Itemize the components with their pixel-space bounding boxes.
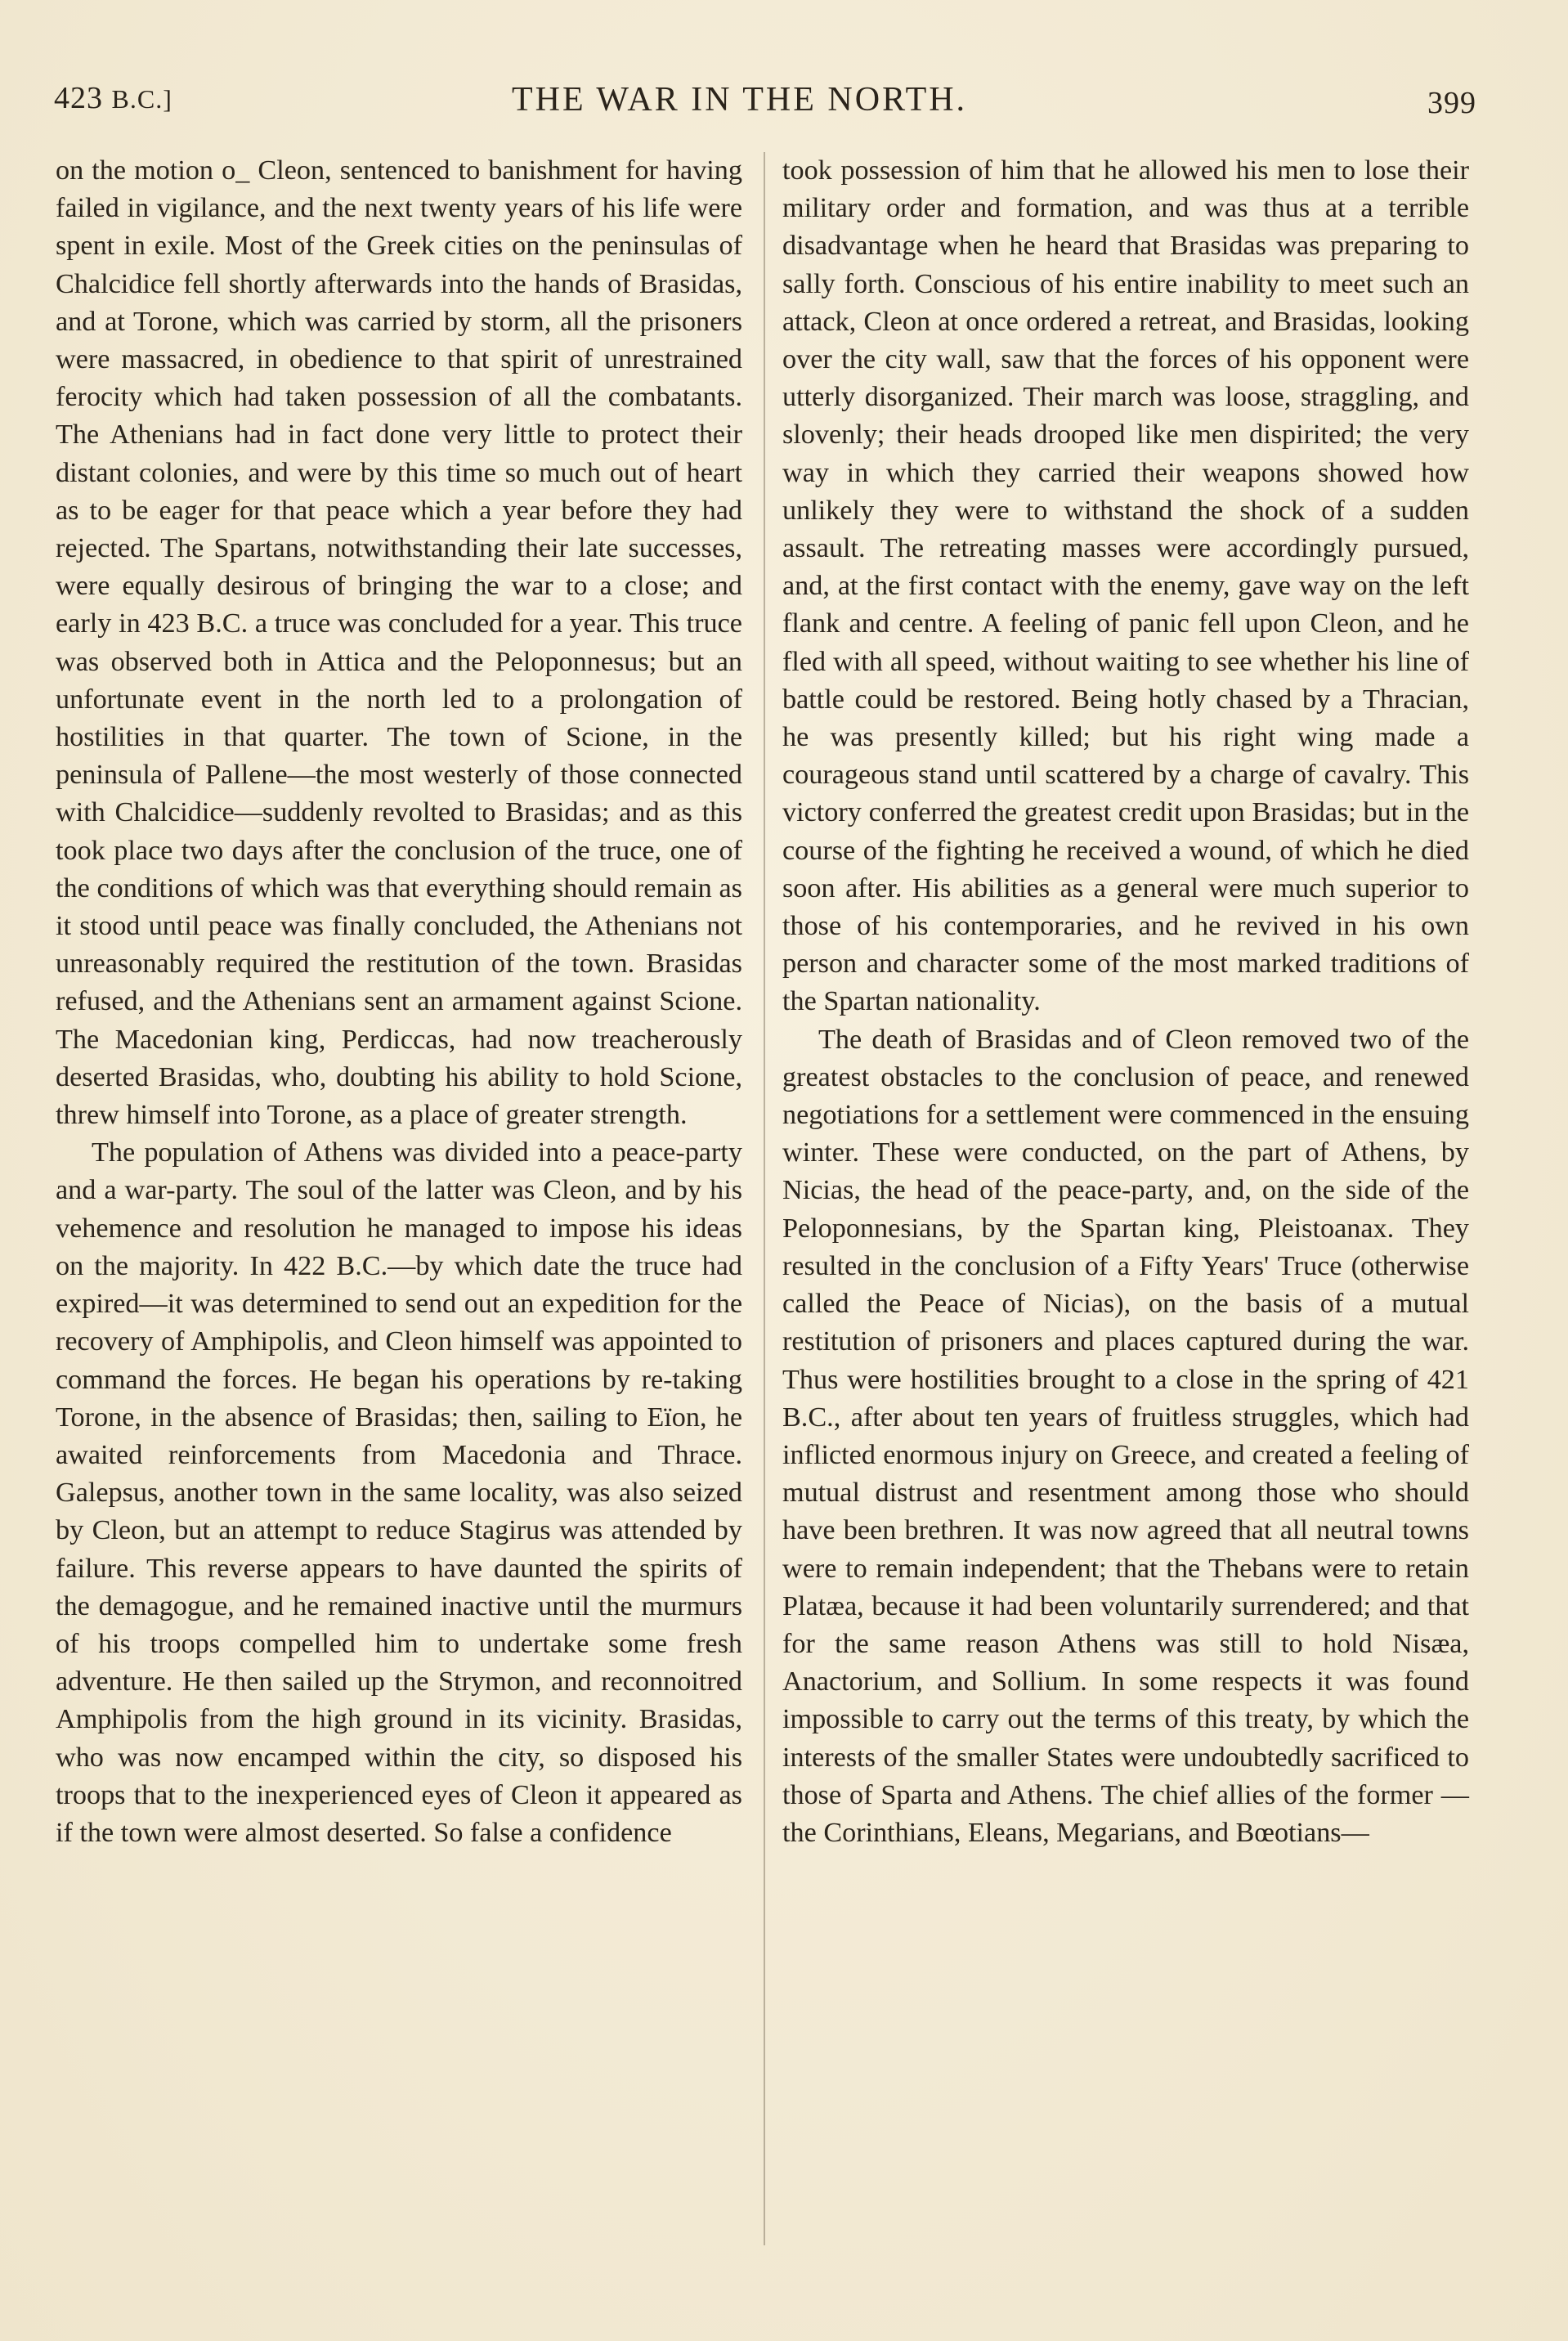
running-header xyxy=(54,75,1476,124)
header-date xyxy=(54,80,172,116)
header-era: B.C.] xyxy=(111,84,172,114)
page-number: 399 xyxy=(1427,86,1476,120)
paragraph: The population of Athens was divided into a peace-party and a war-party. The soul of the latter was Cleon, and by his vehemence and resolution he managed to impose his ideas on the majority. In 422 B.C.—by which date the truce had expired—it was determined to send out an expedition for the recovery of Amphipolis, and Cleon himself was appointed to command the forces. He began his operations by re-taking Torone, in the absence of Brasidas; then, sailing to Eïon, he awaited reinforcements from Macedonia and Thrace. Galepsus, another town in the same locality, was also seized by Cleon, but an attempt to reduce Stagirus was attended by failure. This reverse appears to have daunted the spirits of the demagogue, and he remained inactive until the murmurs of his troops compelled him to undertake some fresh adventure. He then sailed up the Strymon, and reconnoitred Amphipolis from the high ground in its vicinity. Brasidas, who was now encamped within the city, so disposed his troops that to the inexperienced eyes of Cleon it appeared as if the town were almost deserted. So false a confidence xyxy=(56,1137,742,1848)
paragraph: The death of Brasidas and of Cleon removed two of the greatest obstacles to the conclusion of peace, and renewed negotiations for a settlement were commenced in the ensuing winter. These were conducted, on the part of Athens, by Nicias, the head of the peace-party, and, on the side of the Peloponnesians, by the Spartan king, Pleistoanax. They resulted in the conclusion of a Fifty Years' Truce (otherwise called the Peace of Nicias), on the basis of a mutual restitution of prisoners and places captured during the war. Thus were hostilities brought to a close in the spring of 421 B.C., after about ten years of fruitless struggles, which had inflicted enormous injury on Greece, and created a feeling of mutual distrust and resentment among those who should have been brethren. It was now agreed that all neutral towns were to remain independent; that the Thebans were to retain Platæa, because it had been voluntarily surrendered; and that for the same reason Athens was still to hold Nisæa, Anactorium, and Sollium. In some respects it was found impossible to carry out the terms of this treaty, by which the interests of the smaller States were undoubtedly sacrificed to those of Sparta and Athens. The chief allies of the former — the Corinthians, Eleans, Megarians, and Bœotians— xyxy=(782,1024,1469,1848)
left-text-column xyxy=(56,152,742,1852)
header-year: 423 xyxy=(54,81,103,115)
paragraph: on the motion o_ Cleon, sentenced to banishment for having failed in vigilance, and the next twenty years of his life were spent in exile. Most of the Greek cities on the peninsulas of Chalcidice fell shortly afterwards into the hands of Brasidas, and at Torone, which was carried by storm, all the prisoners were massacred, in obedience to that spirit of unrestrained ferocity which had taken possession of all the combatants. The Athenians had in fact done very little to protect their distant colonies, and were by this time so much out of heart as to be eager for that peace which a year before they had rejected. The Spartans, notwithstanding their late successes, were equally desirous of bringing the war to a close; and early in 423 B.C. a truce was concluded for a year. This truce was observed both in Attica and the Peloponnesus; but an unfortunate event in the north led to a prolongation of hostilities in that quarter. The town of Scione, in the peninsula of Pallene—the most westerly of those connected with Chalcidice—suddenly revolted to Brasidas; and as this took place two days after the conclusion of the truce, one of the conditions of which was that everything should remain as it stood until peace was finally concluded, the Athenians not unreasonably required the restitution of the town. Brasidas refused, and the Athenians sent an armament against Scione. The Macedonian king, Perdiccas, had now treacherously deserted Brasidas, who, doubting his ability to hold Scione, threw himself into Torone, as a place of greater strength. xyxy=(56,155,742,1131)
right-text-column xyxy=(782,152,1469,1852)
chapter-title: THE WAR IN THE NORTH. xyxy=(512,81,968,119)
paragraph: took possession of him that he allowed his men to lose their military order and formation, and was thus at a terrible disadvantage when he heard that Brasidas was preparing to sally forth. Conscious of his entire inability to meet such an attack, Cleon at once ordered a retreat, and Brasidas, looking over the city wall, saw that the forces of his opponent were utterly disorganized. Their march was loose, straggling, and slovenly; their heads drooped like men dispirited; the very way in which they carried their weapons showed how unlikely they were to withstand the shock of a sudden assault. The retreating masses were accordingly pursued, and, at the first contact with the enemy, gave way on the left flank and centre. A feeling of panic fell upon Cleon, and he fled with all speed, without waiting to see whether his line of battle could be restored. Being hotly chased by a Thracian, he was presently killed; but his right wing made a courageous stand until scattered by a charge of cavalry. This victory conferred the greatest credit upon Brasidas; but in the course of the fighting he received a wound, of which he died soon after. His abilities as a general were much superior to those of his contemporaries, and he revived in his own person and character some of the most marked traditions of the Spartan nationality. xyxy=(782,155,1469,1017)
column-divider xyxy=(764,152,765,2245)
